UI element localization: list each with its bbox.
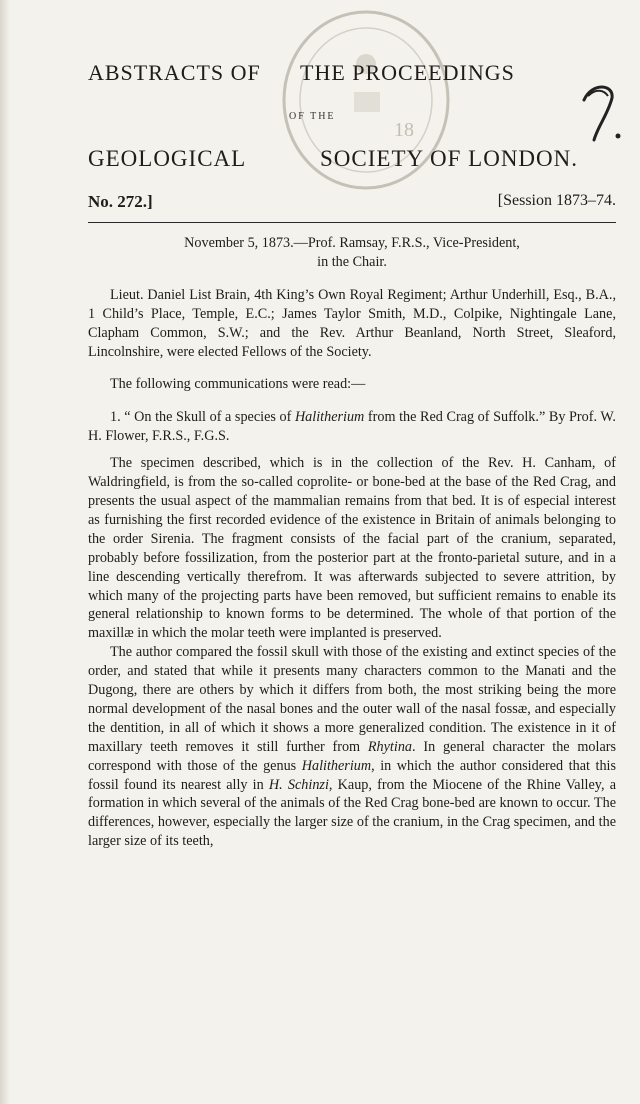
title-left: ABSTRACTS OF — [88, 60, 261, 85]
session-label: [Session 1873–74. — [497, 192, 616, 209]
svg-text:18: 18 — [394, 119, 414, 141]
header-rule — [88, 222, 616, 223]
meeting-line-2: in the Chair. — [317, 253, 387, 270]
title-right: THE PROCEEDINGS — [300, 60, 515, 85]
society-left: GEOLOGICAL — [88, 146, 247, 171]
paper-title-suffix: from the Red Crag of Suffolk.” By Prof. W. H. Flower, F.R.S., F.G.S. — [88, 409, 616, 445]
specimen-paragraph: The specimen described, which is in the collection of the Rev. H. Canham, of Waldringfield, is from the so-called coprolite- or bone-bed at the base of the Red Crag, and presents the usual aspect of the mammalian remains from that bed. It is of especial interest as furnishing the first recorded evidence of the existence in Britain of animals belonging to the order Sirenia. The fragment consists of the facial part of the cranium, separated, probably before fossilization, from the posterior part at the fronto-parietal suture, and in a line descending vertically therefrom. It was afterwards subjected to severe attrition, by which many of the projecting parts have been removed, but sufficient remains to enable its general relationship to known forms to be determined. The whole of that portion of the maxillæ in which the molar teeth were implanted is preserved. — [88, 455, 616, 642]
paper-title — [88, 408, 616, 446]
paper-title-genus: Halitherium — [294, 409, 365, 426]
page-edge-shadow — [0, 0, 10, 1104]
communications-paragraph: The following communications were read:— — [110, 376, 366, 393]
compare-text-3: , in which the author considered that this fossil found its nearest ally in — [88, 757, 616, 793]
article-body — [88, 234, 616, 851]
compare-text-1: The author compared the fossil skull with those of the existing and extinct species of the order, and stated that while it presents many characters common to the Manati and the Dugong, there are others by which it differs from both, the most striking being the more normal development of the nasal bones and the outer wall of the nasal fossæ, and especially the dentition, in all of which it shows a more generalized condition. The existence in it of maxillary teeth removes it still further from — [88, 644, 616, 755]
paper-title-prefix: 1. “ On the Skull of a species of — [110, 409, 295, 426]
handwritten-mark — [574, 74, 624, 144]
meeting-heading — [88, 234, 616, 272]
fellows-paragraph: Lieut. Daniel List Brain, 4th King’s Own Royal Regiment; Arthur Underhill, Esq., B.A., 1 Child’s Place, Temple, E.C.; James Taylor Smith, M.D., Colpike, Nightingale Lane, Clapham Common, S.W.; and the Rev. Arthur Beanland, North Street, Sleaford, Lincolnshire, were elected Fellows of the Society. — [88, 286, 616, 360]
genus-rhytina: Rhytina — [367, 738, 413, 755]
society-right: SOCIETY OF LONDON. — [320, 146, 579, 171]
genus-halitherium: Halitherium — [301, 757, 372, 774]
meeting-line-1: November 5, 1873.—Prof. Ramsay, F.R.S., Vice-President, — [184, 235, 520, 251]
comparison-paragraph — [88, 643, 616, 851]
compare-text-4: , Kaup, from the Miocene of the Rhine Valley, a formation in which several of the animals of the Red Crag bone-bed are known to occur. The differences, however, especially the larger size of the cranium, in the Crag specimen, and the larger size of its teeth, — [88, 776, 617, 850]
issue-number: No. 272.] — [88, 192, 153, 211]
species-schinzi: H. Schinzi — [268, 776, 329, 793]
issue-row — [88, 192, 616, 222]
title-of-the: OF THE — [289, 111, 336, 122]
compare-text-2: . In general character the molars correspond with those of the genus — [88, 738, 616, 774]
